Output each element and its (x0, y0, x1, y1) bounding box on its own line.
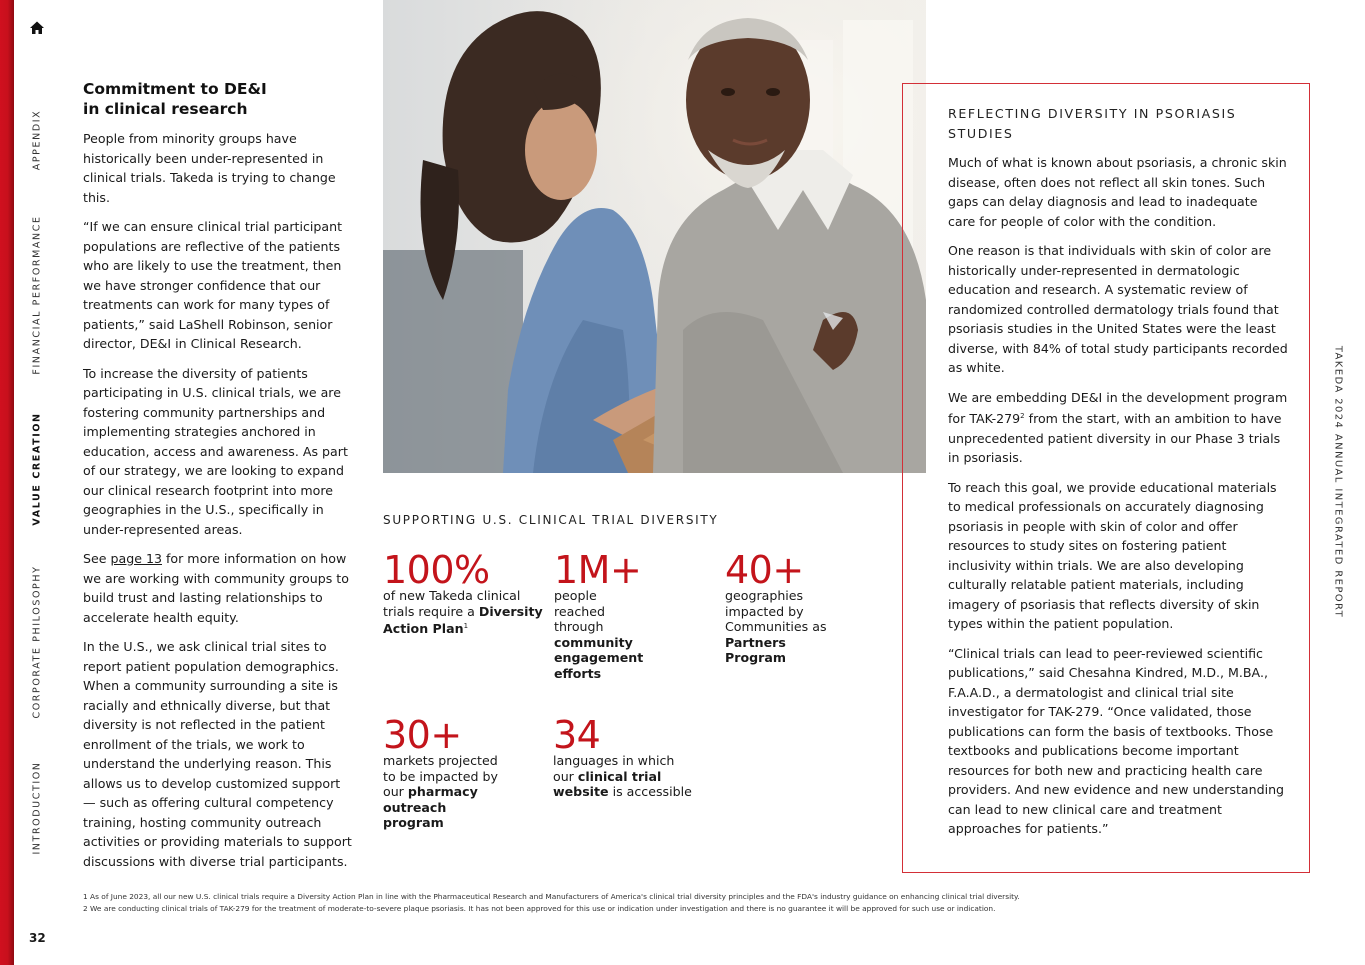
stat-text: of new Takeda clinical trials require a (383, 588, 521, 619)
footnotes (83, 891, 1183, 914)
nav-value-creation[interactable]: VALUE CREATION (31, 412, 43, 526)
clinician-patient-photo (383, 0, 926, 473)
paragraph-4 (83, 549, 353, 627)
paragraph-1: People from minority groups have historically been under-represented in clinical trials. Takeda is trying to change this. (83, 131, 336, 205)
paragraph-3: To increase the diversity of patients participating in U.S. clinical trials, we are fostering community partnerships and implementing strategies anchored in education, access and awareness. As part of our strategy, we are looking to expand our clinical research footprint into more geographies in the U.S., specifically in under-represented areas. (83, 365, 348, 537)
stat-description (383, 753, 508, 831)
footnote-marker: 2 (1020, 412, 1025, 420)
footnote-marker: 1 (463, 622, 469, 630)
stat-website-languages (553, 713, 703, 800)
stat-bold-text: Diversity Action Plan (383, 603, 543, 637)
stat-bold-text: community engagement efforts (554, 634, 644, 681)
stat-text-tail: is accessible (608, 784, 692, 799)
footnote-1: 1 As of June 2023, all our new U.S. clinical trials require a Diversity Action Plan in line with the Pharmaceutical Research and Manufacturers of America's clinical trial diversity principles and the FDA's industry guidance on enhancing clinical trial diversity. (83, 892, 1020, 901)
p3-post: from the start, with an ambition to have unprecedented patient diversity in our Phase 3 trials in psoriasis. (948, 411, 1282, 466)
stat-value: 30+ (383, 713, 462, 757)
stat-bold-text: pharmacy outreach program (383, 784, 478, 830)
stats-heading: SUPPORTING U.S. CLINICAL TRIAL DIVERSITY (383, 513, 719, 527)
page-number: 32 (29, 931, 46, 945)
callout-paragraph-4: To reach this goal, we provide educational materials to medical professionals on accurately diagnosing psoriasis in people with skin of color and offer resources to study sites on fostering patient inclusivity within trials. We are also developing culturally relatable patient materials, including imagery of psoriasis that reflects diversity of skin types within the patient population. (948, 479, 1277, 632)
nav-appendix[interactable]: APPENDIX (31, 109, 43, 171)
stat-value: 40+ (725, 548, 804, 592)
callout-paragraph-1: Much of what is known about psoriasis, a chronic skin disease, often does not reflect all skin tones. Such gaps can delay diagnosis and lead to inadequate care for people of color with the condition. (948, 155, 1287, 229)
paragraph-2: “If we can ensure clinical trial participant populations are reflective of the patients who are likely to use the treatment, then we have stronger confidence that our treatments can work for many types of patients,” said LaShell Robinson, senior director, DE&I in Clinical Research. (83, 219, 343, 351)
stat-bold-text: clinical trial website (553, 768, 662, 799)
home-icon[interactable] (29, 20, 45, 36)
footnote-2: 2 We are conducting clinical trials of TAK-279 for the treatment of moderate-to-severe plaque psoriasis. It has not been approved for this use or indication under investigation and there is no guarantee it will be approved for such use or indication. (83, 903, 996, 913)
stat-community-engagement (554, 548, 694, 681)
stat-text: geographies impacted by Communities as (725, 588, 827, 634)
callout-paragraph-5: “Clinical trials can lead to peer-reviewed scientific publications,” said Chesahna Kindred, M.D., M.BA., F.A.A.D., a dermatologist and clinical trial site investigator for TAK-279. “Once validated, those publications can form the basis of textbooks. Those textbooks and publications become important resources for both new and practicing health care providers. And new evidence and new understanding can lead to new clinical care and treatment approaches for patients.” (948, 645, 1285, 837)
nav-corporate-philosophy[interactable]: CORPORATE PHILOSOPHY (31, 565, 43, 719)
red-edge-bar (0, 0, 14, 965)
dei-commitment-section (83, 80, 353, 881)
stat-text: people reached through (554, 588, 606, 634)
stat-description (383, 588, 543, 637)
heading-line-2: in clinical research (83, 99, 248, 118)
p4-post: for more information on how we are working with community groups to build trust and lasting relationships to accelerate health equity. (83, 551, 349, 625)
callout-paragraph-2: One reason is that individuals with skin of color are historically under-represented in dermatologic education and research. A systematic review of randomized controlled dermatology trials found that psoriasis studies in the United States were the least diverse, with 84% of total study participants recorded as white. (948, 243, 1288, 375)
callout-heading: REFLECTING DIVERSITY IN PSORIASIS STUDIES (948, 106, 1237, 141)
stat-value: 100% (383, 548, 490, 592)
nav-financial-performance[interactable]: FINANCIAL PERFORMANCE (31, 215, 43, 375)
nav-introduction[interactable]: INTRODUCTION (31, 761, 43, 855)
heading-line-1: Commitment to DE&I (83, 80, 267, 98)
stat-value: 1M+ (554, 548, 642, 592)
report-title: TAKEDA 2024 ANNUAL INTEGRATED REPORT (1332, 345, 1344, 619)
p4-pre: See (83, 551, 111, 566)
stat-description (554, 588, 644, 681)
stat-communities-as-partners (725, 548, 865, 666)
stat-description (553, 753, 693, 800)
stat-description (725, 588, 850, 666)
psoriasis-callout-content (948, 104, 1288, 849)
stat-value: 34 (553, 713, 601, 757)
section-heading (83, 80, 353, 119)
callout-paragraph-3 (948, 388, 1288, 468)
p3-pre: We are embedding DE&I in the development program for TAK-279 (948, 389, 1288, 427)
page-13-link[interactable]: page 13 (110, 551, 162, 566)
stat-diversity-action-plan (383, 548, 543, 637)
stat-text: markets projected to be impacted by our (383, 753, 498, 799)
paragraph-5: In the U.S., we ask clinical trial sites to report patient population demographics. When a community surrounding a site is racially and ethnically diverse, but that diversity is not reflected in the patient enrollment of the trials, we work to understand the underlying reason. This allows us to develop customized support — such as offering cultural competency training, hosting community outreach activities or providing materials to support discussions with diverse trial participants. (83, 639, 352, 869)
stat-bold-text: Partners Program (725, 634, 786, 665)
stat-text: languages in which our (553, 753, 675, 784)
stat-pharmacy-outreach (383, 713, 513, 831)
